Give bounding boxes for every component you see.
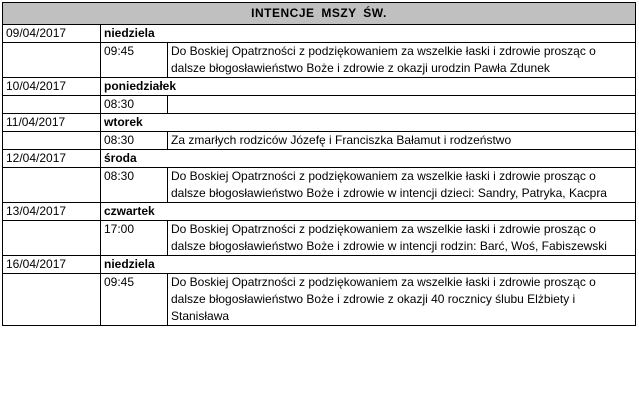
weekday-cell: wtorek [101, 114, 636, 132]
mass-row [3, 168, 636, 203]
blank-cell [3, 168, 101, 203]
blank-cell [3, 221, 101, 256]
date-cell: 12/04/2017 [3, 150, 101, 168]
weekday-cell: czwartek [101, 203, 636, 221]
mass-intentions-sheet [2, 2, 635, 326]
mass-intention: Za zmarłych rodziców Józefę i Franciszka Bałamut i rodzeństwo [168, 132, 636, 150]
mass-intention: Do Boskiej Opatrzności z podziękowaniem za wszelkie łaski i zdrowie prosząc o dalsze błogosławieństwo Boże i zdrowie z okazji 40 rocznicy ślubu Elżbiety i Stanisława [168, 274, 636, 326]
mass-time: 09:45 [101, 43, 168, 78]
date-row [3, 203, 636, 221]
mass-row [3, 132, 636, 150]
weekday-cell: środa [101, 150, 636, 168]
blank-cell [3, 274, 101, 326]
table-title: INTENCJE MSZY ŚW. [3, 3, 636, 25]
blank-cell [3, 132, 101, 150]
mass-intentions-table [2, 2, 636, 326]
mass-intention: Do Boskiej Opatrzności z podziękowaniem za wszelkie łaski i zdrowie prosząc o dalsze błogosławieństwo Boże i zdrowie w intencji rodzin: Barć, Woś, Fabiszewski [168, 221, 636, 256]
mass-row [3, 96, 636, 114]
date-cell: 10/04/2017 [3, 78, 101, 96]
date-row [3, 114, 636, 132]
title-row [3, 3, 636, 25]
mass-intention: Do Boskiej Opatrzności z podziękowaniem za wszelkie łaski i zdrowie prosząc o dalsze błogosławieństwo Boże i zdrowie z okazji urodzin Pawła Zdunek [168, 43, 636, 78]
mass-row [3, 274, 636, 326]
date-row [3, 78, 636, 96]
mass-intention: Do Boskiej Opatrzności z podziękowaniem za wszelkie łaski i zdrowie prosząc o dalsze błogosławieństwo Boże i zdrowie w intencji dzieci: Sandry, Patryka, Kacpra [168, 168, 636, 203]
mass-time: 08:30 [101, 132, 168, 150]
mass-intention [168, 96, 636, 114]
mass-row [3, 43, 636, 78]
date-cell: 11/04/2017 [3, 114, 101, 132]
blank-cell [3, 96, 101, 114]
weekday-cell: poniedziałek [101, 78, 636, 96]
mass-time: 09:45 [101, 274, 168, 326]
mass-row [3, 221, 636, 256]
date-cell: 13/04/2017 [3, 203, 101, 221]
date-row [3, 150, 636, 168]
mass-time: 17:00 [101, 221, 168, 256]
mass-time: 08:30 [101, 168, 168, 203]
date-cell: 16/04/2017 [3, 256, 101, 274]
weekday-cell: niedziela [101, 256, 636, 274]
mass-time: 08:30 [101, 96, 168, 114]
blank-cell [3, 43, 101, 78]
date-cell: 09/04/2017 [3, 25, 101, 43]
weekday-cell: niedziela [101, 25, 636, 43]
date-row [3, 25, 636, 43]
date-row [3, 256, 636, 274]
